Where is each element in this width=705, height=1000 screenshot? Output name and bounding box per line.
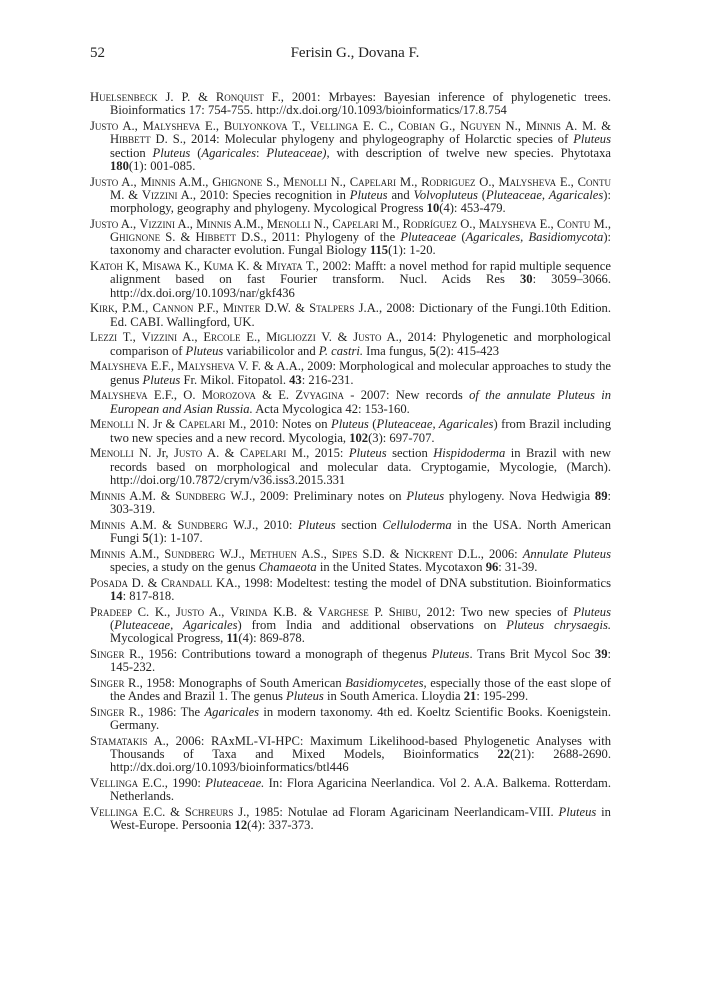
reference-text: A.M., [231, 216, 267, 231]
reference-text: ( [110, 617, 115, 632]
author-name: Capelari [349, 174, 397, 189]
reference-text: W.J., 2009: Preliminary notes on [225, 488, 407, 503]
author-name: Sundberg [177, 517, 228, 532]
reference-text: E.C. & [138, 805, 185, 820]
reference-text: D. S., 2014: Molecular phylogeny and phylogeography of Holarctic species of [150, 132, 574, 147]
reference-text: O., [457, 216, 479, 231]
italic-term: Volvopluteus [413, 187, 478, 202]
italic-term: Annulate Pluteus [522, 546, 611, 561]
reference-entry [90, 490, 611, 517]
author-name: Malysheva [90, 388, 148, 403]
author-name: Menolli [90, 417, 134, 432]
italic-term: Hispidoderma [433, 446, 506, 461]
reference-entry [90, 331, 611, 358]
author-name: Shibu [388, 604, 418, 619]
reference-text: T., [117, 330, 142, 345]
reference-text: (4): 453-479. [439, 201, 506, 216]
italic-term: Agaricales [204, 704, 260, 719]
author-name: Ghignone [110, 230, 161, 245]
author-name: Malysheva [478, 216, 537, 231]
running-title: Ferisin G., Dovana F. [290, 45, 420, 61]
reference-text: (1): 1-20. [388, 243, 436, 258]
reference-text: A., [204, 604, 231, 619]
reference-text: : 817-818. [122, 588, 175, 603]
author-name: Malysheva [177, 359, 235, 374]
reference-text: M. & [110, 187, 142, 202]
reference-entry [90, 706, 611, 733]
reference-entry [90, 418, 611, 445]
reference-text: F., 2001: Mrbayes: Bayesian inference of phylogenetic trees. Bioinformatics 17: 754-755. http://dx.doi.org/10.1093/bioinformatics/17.8.754 [110, 90, 611, 118]
italic-term: Pluteaceae. [205, 776, 265, 791]
reference-text: N., [326, 174, 350, 189]
italic-term: Pluteus [431, 646, 470, 661]
author-name: Minnis [90, 517, 126, 532]
reference-text: A.S., [296, 546, 332, 561]
author-name: Capelari [332, 216, 379, 231]
reference-text: M., 2010: Notes on [225, 417, 331, 432]
italic-term: Pluteus [573, 132, 611, 147]
volume-number: 10 [426, 201, 440, 216]
author-name: Crandall [161, 575, 213, 590]
reference-text: in Brazil with new records based on morphological and molecular data. Cryptogamie, Mycologie, (March). http://doi.org/10.7872/crym/v36.iss3.2015.331 [110, 446, 611, 487]
reference-entry [90, 218, 611, 258]
reference-entry [90, 519, 611, 546]
reference-text: A., 2014: Phylogenetic and morphological comparison of [110, 330, 612, 358]
volume-number: 30 [520, 272, 533, 287]
reference-text: A., [118, 118, 143, 133]
reference-text: (21): 2688-2690. http://dx.doi.org/10.1093/bioinformatics/btl446 [110, 747, 611, 775]
author-name: Stamatakis [90, 733, 148, 748]
italic-term: Pluteus [185, 343, 224, 358]
author-name: Menolli [266, 216, 311, 231]
reference-text: : 31-39. [498, 559, 538, 574]
volume-number: 39 [594, 646, 608, 661]
reference-text: Mycological Progress, [110, 631, 227, 646]
italic-term: Pluteus [349, 187, 388, 202]
reference-text: G., [435, 118, 461, 133]
italic-term: Pluteus [331, 417, 369, 432]
reference-text: N., [310, 216, 333, 231]
reference-text: K., [181, 259, 204, 274]
author-name: Vellinga [310, 118, 359, 133]
author-name: Sipes [331, 546, 358, 561]
reference-entry [90, 777, 611, 804]
italic-term: Celluloderma [382, 517, 452, 532]
author-name: Minter [222, 301, 261, 316]
reference-entry [90, 120, 611, 173]
reference-text: : 195-299. [476, 689, 529, 704]
italic-term: Agaricales [201, 145, 256, 160]
reference-text: E., [536, 216, 557, 231]
reference-entry [90, 606, 611, 646]
author-name: Minnis [196, 216, 232, 231]
volume-number: 22 [497, 747, 511, 762]
reference-text: (1): 001-085. [128, 158, 196, 173]
reference-entry [90, 176, 611, 216]
author-name: Minnis [90, 488, 126, 503]
reference-text: J., 1985: Notulae ad Floram Agaricinam Neerlandicam-VIII. [233, 805, 559, 820]
author-name: Justo [175, 604, 205, 619]
reference-entry [90, 648, 611, 675]
reference-text: section [386, 446, 434, 461]
reference-text: E.F., [147, 359, 178, 374]
reference-entry [90, 577, 611, 604]
reference-text: N. Jr, [133, 446, 174, 461]
reference-text: (1): 1-107. [148, 530, 203, 545]
reference-text: R., 1986: The [124, 704, 205, 719]
author-name: Vizzini [139, 216, 175, 231]
author-name: Vizzini [141, 330, 178, 345]
author-name: Pradeep [90, 604, 133, 619]
reference-text: (3): 697-707. [368, 430, 435, 445]
italic-term: Pluteaceae), [266, 145, 330, 160]
reference-text: R., 1958: Monographs of South American [124, 675, 346, 690]
author-name: Ghignone [212, 174, 263, 189]
reference-text: J.A., 2008: Dictionary of the Fungi.10th Edition. Ed. CABI. Wallingford, UK. [110, 301, 611, 329]
reference-text: D.S., 2011: Phylogeny of the [236, 230, 401, 245]
reference-text: ( [456, 230, 466, 245]
reference-text: species, a study on the genus [110, 559, 259, 574]
volume-number: 43 [289, 372, 302, 387]
reference-text: W.J., 2010: [227, 517, 298, 532]
author-name: Justo [90, 174, 119, 189]
italic-term: Pluteaceae [400, 230, 457, 245]
author-name: Capelari [239, 446, 287, 461]
reference-text: ( [477, 187, 486, 202]
author-name: Justo [353, 330, 382, 345]
volume-number: 21 [463, 689, 477, 704]
reference-text: , 2012: Two new species of [417, 604, 574, 619]
reference-text: A., 2010: Species recognition in [177, 187, 350, 202]
author-name: Malysheva [90, 359, 148, 374]
volume-number: 96 [485, 559, 499, 574]
reference-text: A., 2006: RAxML-VI-HPC: Maximum Likelihood-based Phylogenetic Analyses with Thousands of Taxa and Mixed Models, Bioinformatics [110, 733, 611, 762]
italic-term: Pluteus [573, 604, 611, 619]
reference-text: A., [177, 330, 204, 345]
author-name: Methuen [249, 546, 297, 561]
author-name: Sundberg [164, 546, 215, 561]
author-name: Minnis [90, 546, 126, 561]
reference-text: A., [118, 174, 141, 189]
reference-text: K. & [233, 259, 267, 274]
italic-term: P. castri. [318, 343, 363, 358]
italic-term: Pluteus chrysaegis. [506, 617, 611, 632]
author-name: Kuma [203, 259, 234, 274]
reference-text: E. C., [358, 118, 399, 133]
reference-text: W.J., [214, 546, 250, 561]
volume-number: 5 [142, 530, 149, 545]
reference-text: Acta Mycologica 42: 153-160. [252, 401, 410, 416]
reference-text: A., [174, 216, 197, 231]
italic-term: Chamaeota [258, 559, 317, 574]
reference-text: section [335, 517, 383, 532]
volume-number: 115 [369, 243, 389, 258]
reference-text: KA., 1998: Modeltest: testing the model of DNA substitution. Bioinformatics [212, 575, 611, 590]
italic-term: Pluteaceae, Agaricales [485, 187, 604, 202]
reference-text: J. P. & [157, 90, 216, 104]
author-name: Cobian [398, 118, 436, 133]
reference-text: E., [240, 330, 267, 345]
author-name: Schreurs [184, 805, 234, 820]
author-name: Singer [90, 675, 125, 690]
reference-text: ): taxonomy and character evolution. Fungal Biology [110, 230, 612, 258]
author-name: Bulyonkova [223, 118, 288, 133]
reference-entry [90, 677, 611, 704]
reference-text: (2): 415-423 [435, 343, 500, 358]
reference-text: & E. [255, 388, 296, 403]
reference-entry [90, 91, 611, 118]
author-name: Justo [174, 446, 203, 461]
reference-text: A.M., [175, 174, 213, 189]
reference-text: in the USA. North American Fungi [110, 517, 611, 545]
reference-text: variabilicolor and [223, 343, 319, 358]
reference-text: In: Flora Agaricina Neerlandica. Vol 2. A.A. Balkema. Rotterdam. Netherlands. [110, 776, 611, 804]
author-name: Vellinga [90, 805, 139, 820]
reference-text: T., 2002: Mafft: a novel method for rapid multiple sequence alignment based on fast Fourier transform. Nucl. Acids Res [110, 259, 611, 287]
reference-text: V. F. & A.A., 2009: Morphological and molecular approaches to study the genus [110, 359, 612, 387]
reference-text: : 216-231. [301, 372, 354, 387]
italic-term: Agaricales, Basidiomycota [465, 230, 604, 245]
reference-text: S., [262, 174, 284, 189]
reference-text: D.L., 2006: [452, 546, 523, 561]
author-name: Minnis [140, 174, 176, 189]
volume-number: 180 [110, 158, 129, 173]
italic-term: of the annulate Pluteus in European and Asian Russia. [110, 388, 611, 416]
reference-text: E., [556, 174, 578, 189]
author-name: Justo [90, 118, 119, 133]
author-name: Morozova [201, 388, 256, 403]
reference-text: A., [118, 216, 140, 231]
author-name: Cannon [152, 301, 194, 316]
author-name: Hibbett [110, 132, 151, 147]
author-name: Justo [90, 216, 119, 231]
reference-text: T., [287, 118, 311, 133]
reference-text: N. Jr & [133, 417, 179, 432]
italic-term: Pluteus [152, 145, 191, 160]
reference-text: K.B. & [267, 604, 319, 619]
reference-text: M., [396, 174, 422, 189]
volume-number: 12 [234, 818, 248, 833]
italic-term: Pluteaceae, Agaricales [376, 417, 494, 432]
reference-text: in South America. Lloydia [323, 689, 464, 704]
reference-entry [90, 806, 611, 833]
reference-text: phylogeny. Nova Hedwigia [444, 488, 595, 503]
reference-entry [90, 302, 611, 329]
reference-text: P. [368, 604, 389, 619]
reference-text: A.M. & [125, 517, 178, 532]
reference-text: M., [590, 216, 611, 231]
reference-text: section [110, 145, 153, 160]
reference-text: P.F., [193, 301, 223, 316]
reference-text: O., [475, 174, 499, 189]
reference-text: E., [200, 118, 224, 133]
author-name: Varghese [318, 604, 369, 619]
author-name: Zvyagina [295, 388, 345, 403]
author-name: Migliozzi [266, 330, 316, 345]
volume-number: 14 [110, 588, 123, 603]
page-number: 52 [90, 45, 105, 61]
author-name: Ercole [203, 330, 241, 345]
italic-term: Pluteaceae, Agaricales [114, 617, 238, 632]
reference-text: A. M. & [560, 118, 612, 133]
reference-text: E.F., O. [147, 388, 202, 403]
reference-text: Ima fungus, [363, 343, 430, 358]
reference-text: ( [190, 145, 202, 160]
reference-text: C. K., [132, 604, 176, 619]
reference-text: A.M. & [125, 488, 176, 503]
reference-text: ) from Brazil including two new species and a new record. Mycologia, [110, 417, 611, 445]
reference-entry [90, 735, 611, 775]
reference-text: ): morphology, geography and phylogeny. Mycological Progress [110, 187, 611, 216]
reference-text: D.W. & [260, 301, 310, 316]
reference-text: . Trans Brit Mycol Soc [469, 646, 595, 661]
reference-text: , P.M., [114, 301, 153, 316]
reference-text: (4): 337-373. [247, 818, 314, 833]
italic-term: Basidiomycetes, [345, 675, 427, 690]
author-name: Vellinga [90, 776, 139, 791]
italic-term: Pluteus [558, 805, 597, 820]
reference-text: in West-Europe. Persoonia [110, 805, 611, 833]
reference-entry [90, 360, 611, 387]
author-name: Menolli [90, 446, 134, 461]
reference-text: A. & [202, 446, 240, 461]
author-name: Capelari [178, 417, 226, 432]
italic-term: Pluteus [142, 372, 181, 387]
author-name: Rodríguez [402, 216, 457, 231]
italic-term: Pluteus [297, 517, 336, 532]
author-name: Vizzini [141, 187, 178, 202]
author-name: Minnis [525, 118, 561, 133]
reference-text: N., [500, 118, 526, 133]
reference-text: S. & [160, 230, 196, 245]
volume-number: 11 [226, 631, 239, 646]
reference-text: - 2007: New records [344, 388, 470, 403]
author-name: Lezzi [90, 330, 118, 345]
reference-text: M., [378, 216, 403, 231]
italic-term: Pluteus [406, 488, 445, 503]
reference-text: especially those of the east slope of the Andes and Brazil 1. The genus [110, 675, 611, 704]
italic-term: Pluteus [286, 689, 324, 704]
volume-number: 102 [349, 430, 369, 445]
reference-entry [90, 260, 611, 300]
author-name: Ronquist [215, 90, 264, 104]
author-name: Contu [556, 216, 591, 231]
reference-entry [90, 447, 611, 487]
author-name: Huelsenbeck [90, 90, 158, 104]
reference-text: and [387, 187, 414, 202]
reference-text: ( [368, 417, 377, 432]
italic-term: Pluteus [348, 446, 387, 461]
author-name: Contu [577, 174, 611, 189]
author-name: Kirk [90, 301, 115, 316]
reference-text: K, [122, 259, 143, 274]
reference-text: D. & [128, 575, 162, 590]
author-name: Nickrent [404, 546, 453, 561]
reference-text: : [255, 145, 267, 160]
author-name: Singer [90, 646, 125, 661]
reference-text: ) from India and additional observations on [237, 617, 507, 632]
reference-entry [90, 548, 611, 575]
author-name: Nguyen [460, 118, 501, 133]
author-name: Stalpers [309, 301, 355, 316]
author-name: Singer [90, 704, 125, 719]
author-name: Malysheva [142, 118, 201, 133]
volume-number: 5 [429, 343, 436, 358]
reference-list [90, 91, 611, 835]
reference-text: E.C., 1990: [138, 776, 206, 791]
reference-entry [90, 389, 611, 416]
author-name: Sundberg [175, 488, 226, 503]
reference-text: : 303-319. [110, 488, 611, 516]
reference-text: with description of twelve new species. Phytotaxa [329, 145, 612, 160]
author-name: Katoh [90, 259, 123, 274]
reference-text: (4): 869-878. [238, 631, 305, 646]
reference-text: in the United States. Mycotaxon [316, 559, 486, 574]
reference-text: M., 2015: [286, 446, 349, 461]
reference-text: A.M., [125, 546, 165, 561]
reference-text: Fr. Mikol. Fitopatol. [180, 372, 290, 387]
author-name: Malysheva [498, 174, 557, 189]
reference-text: : 145-232. [110, 646, 611, 675]
author-name: Misawa [142, 259, 182, 274]
reference-text: : 3059–3066. http://dx.doi.org/10.1093/nar/gkf436 [110, 272, 612, 300]
author-name: Menolli [283, 174, 327, 189]
reference-text: S.D. & [357, 546, 405, 561]
volume-number: 89 [594, 488, 608, 503]
author-name: Posada [90, 575, 129, 590]
author-name: Miyata [266, 259, 303, 274]
author-name: Rodriguez [421, 174, 476, 189]
page-header [90, 43, 620, 67]
reference-text: R., 1956: Contributions toward a monograph of thegenus [124, 646, 432, 661]
reference-text: V. & [315, 330, 354, 345]
author-name: Vrinda [230, 604, 268, 619]
reference-text: in modern taxonomy. 4th ed. Koeltz Scientific Books. Koenigstein. Germany. [110, 704, 611, 733]
author-name: Hibbett [195, 230, 237, 245]
